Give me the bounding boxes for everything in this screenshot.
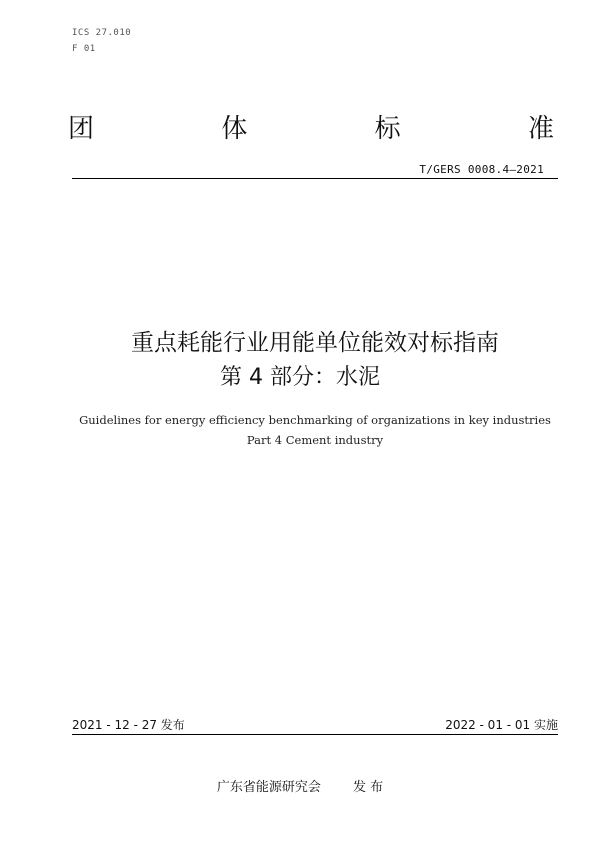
title-english-part: Part 4 Cement industry xyxy=(246,433,384,447)
title-english-main: Guidelines for energy efficiency benchmarking of organizations in key industries xyxy=(79,413,551,427)
standard-type-heading xyxy=(68,112,554,146)
title-chinese-main: 重点耗能行业用能单位能效对标指南 xyxy=(131,330,499,356)
publisher-line xyxy=(0,776,600,795)
issue-date: 2021 - 12 - 27 发布 xyxy=(72,718,185,732)
standard-type-char: 准 xyxy=(527,114,554,144)
standard-type-char: 团 xyxy=(68,114,95,144)
publisher-action: 发 布 xyxy=(353,780,384,795)
top-divider xyxy=(72,178,558,179)
bottom-divider xyxy=(72,734,558,735)
ccs-number: F 01 xyxy=(72,44,96,54)
implementation-date: 2022 - 01 - 01 实施 xyxy=(445,718,558,732)
standard-type-char: 标 xyxy=(374,114,401,144)
publisher-org: 广东省能源研究会 xyxy=(216,780,321,795)
standard-code: T/GERS 0008.4—2021 xyxy=(419,163,544,176)
standard-type-char: 体 xyxy=(221,114,248,144)
title-chinese-part: 第 4 部分：水泥 xyxy=(220,365,380,390)
ics-number: ICS 27.010 xyxy=(72,28,132,38)
